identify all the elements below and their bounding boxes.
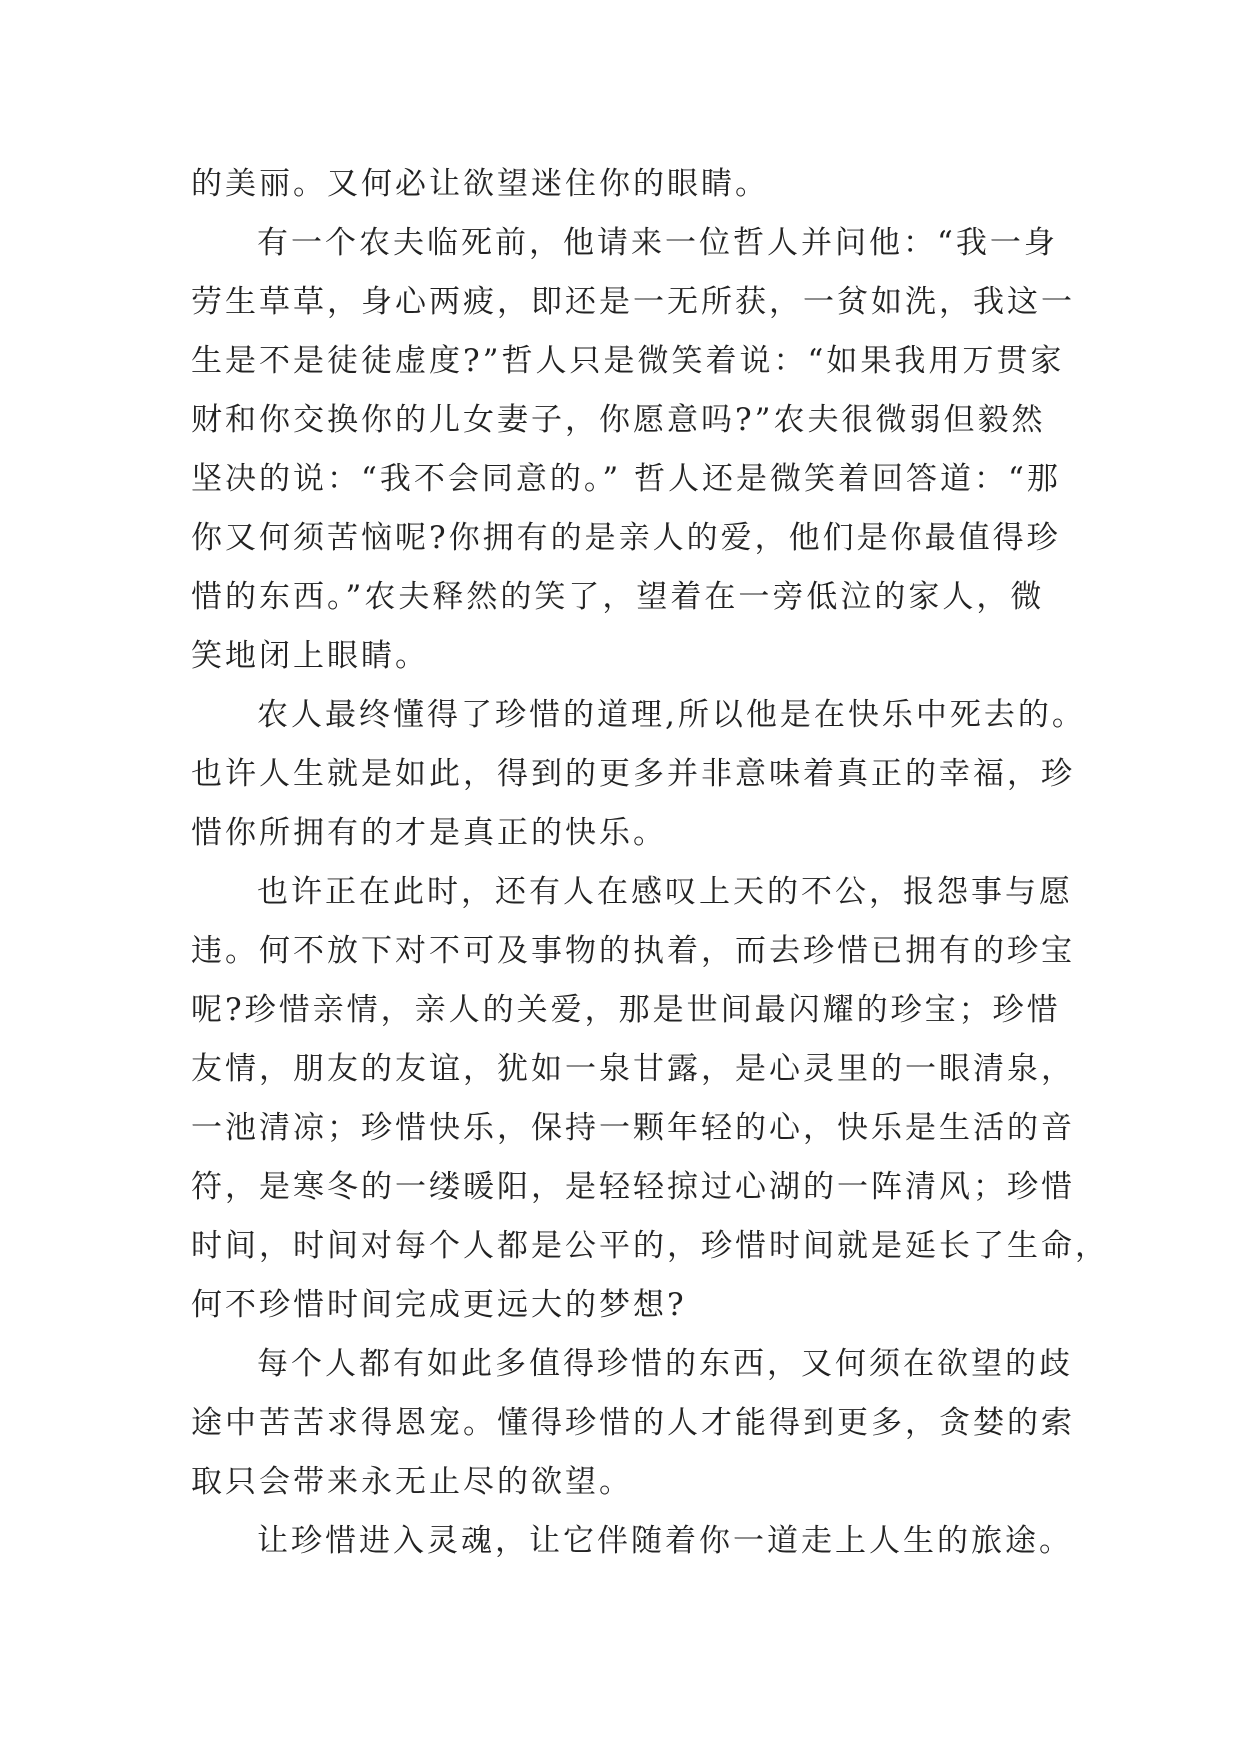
paragraph-start-line: 有一个农夫临死前，他请来一位哲人并问他：“我一身 bbox=[257, 225, 1058, 261]
document-body bbox=[191, 155, 1109, 1571]
text-line: 劳生草草，身心两疲，即还是一无所获，一贫如洗，我这一 bbox=[191, 284, 1075, 320]
text-line: 坚决的说：“我不会同意的。” 哲人还是微笑着回答道：“那 bbox=[191, 461, 1061, 497]
text-line: 生是不是徒徒虚度?”哲人只是微笑着说：“如果我用万贯家 bbox=[191, 343, 1065, 379]
text-line: 也许人生就是如此，得到的更多并非意味着真正的幸福，珍 bbox=[191, 756, 1075, 792]
text-line: 取只会带来永无止尽的欲望。 bbox=[191, 1464, 633, 1500]
text-line: 符，是寒冬的一缕暖阳，是轻轻掠过心湖的一阵清风；珍惜 bbox=[191, 1169, 1075, 1205]
text-line: 途中苦苦求得恩宠。懂得珍惜的人才能得到更多，贪婪的索 bbox=[191, 1405, 1075, 1441]
text-line: 财和你交换你的儿女妻子，你愿意吗?”农夫很微弱但毅然 bbox=[191, 402, 1046, 438]
paragraph-start-line: 让珍惜进入灵魂，让它伴随着你一道走上人生的旅途。 bbox=[257, 1523, 1073, 1559]
text-line: 呢?珍惜亲情，亲人的关爱，那是世间最闪耀的珍宝；珍惜 bbox=[191, 992, 1061, 1028]
paragraph-start-line: 也许正在此时，还有人在感叹上天的不公，报怨事与愿 bbox=[257, 874, 1073, 910]
paragraph-start-line: 每个人都有如此多值得珍惜的东西，又何须在欲望的歧 bbox=[257, 1346, 1073, 1382]
text-line: 何不珍惜时间完成更远大的梦想? bbox=[191, 1287, 687, 1323]
text-line: 惜你所拥有的才是真正的快乐。 bbox=[191, 815, 667, 851]
text-line: 友情，朋友的友谊，犹如一泉甘露，是心灵里的一眼清泉， bbox=[191, 1051, 1075, 1087]
text-line: 时间，时间对每个人都是公平的，珍惜时间就是延长了生命， bbox=[191, 1228, 1109, 1264]
text-line: 笑地闭上眼睛。 bbox=[191, 638, 429, 674]
text-line: 惜的东西。”农夫释然的笑了，望着在一旁低泣的家人，微 bbox=[191, 579, 1045, 615]
text-line: 你又何须苦恼呢?你拥有的是亲人的爱，他们是你最值得珍 bbox=[191, 520, 1061, 556]
paragraph-start-line: 农人最终懂得了珍惜的道理,所以他是在快乐中死去的。 bbox=[257, 697, 1086, 733]
text-line: 一池清凉；珍惜快乐，保持一颗年轻的心，快乐是生活的音 bbox=[191, 1110, 1075, 1146]
text-line: 违。何不放下对不可及事物的执着，而去珍惜已拥有的珍宝 bbox=[191, 933, 1075, 969]
text-line: 的美丽。又何必让欲望迷住你的眼睛。 bbox=[191, 166, 769, 202]
